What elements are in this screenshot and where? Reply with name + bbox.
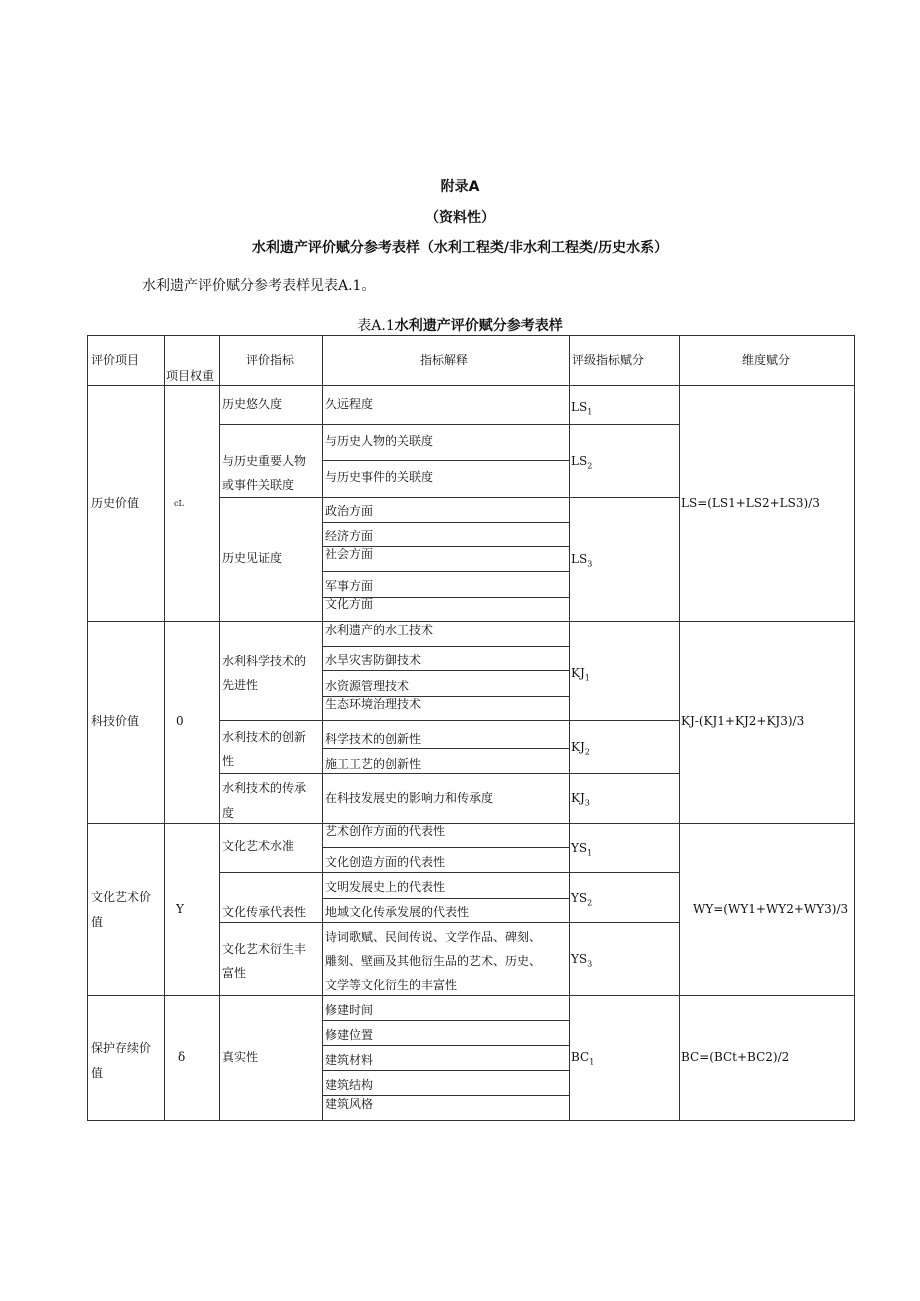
tech-score-2: $KJ_2$ (571, 740, 590, 757)
art-indicator-1: 文化艺术水准 (222, 839, 295, 853)
art-explanation-2a: 文明发展史上的代表性 (325, 880, 446, 894)
protect-formula: BC=(BCt+BC2)/2 (681, 1050, 790, 1064)
art-explanation-1b: 文化创造方面的代表性 (325, 855, 446, 869)
tech-indicator-3-line2: 度 (222, 806, 235, 820)
art-explanation-3b: 雕刻、壁画及其他衍生品的艺术、历史、 (325, 954, 542, 968)
tech-indicator-3-line1: 水利技术的传承 (222, 781, 307, 795)
appendix-title: 水利遗产评价赋分参考表样（水利工程类/非水利工程类/历史水系） (251, 240, 669, 256)
art-score-2: $YS_2$ (571, 891, 593, 908)
history-explanation-3d: 军事方面 (325, 579, 374, 593)
intro-paragraph: 水利遗产评价赋分参考表样见表A.1。 (142, 278, 376, 294)
art-item-line1: 文化艺术价 (91, 890, 152, 904)
table-caption-title: 水利遗产评价赋分参考表样 (394, 318, 563, 334)
tech-explanation-2a: 科学技术的创新性 (325, 732, 422, 746)
tech-indicator-2-line2: 性 (222, 754, 235, 768)
history-indicator-1: 历史悠久度 (222, 397, 283, 411)
header-dimension: 维度赋分 (742, 353, 791, 367)
tech-item: 科技价值 (91, 714, 140, 728)
header-explanation: 指标解释 (420, 353, 469, 367)
protect-weight: δ (178, 1050, 186, 1064)
art-indicator-3-line1: 文化艺术衍生丰 (222, 942, 307, 956)
tech-explanation-1d: 生态环境治理技术 (325, 697, 422, 711)
history-explanation-2b: 与历史事件的关联度 (325, 470, 434, 484)
tech-score-1: $KJ_1$ (571, 666, 590, 683)
tech-explanation-2b: 施工工艺的创新性 (325, 757, 422, 771)
art-explanation-3a: 诗词歌赋、民间传说、文学作品、碑刻、 (325, 930, 542, 944)
protect-explanation-1a: 修建时间 (325, 1003, 374, 1017)
art-score-1: $YS_1$ (571, 841, 593, 858)
tech-explanation-1b: 水旱灾害防御技术 (325, 653, 422, 667)
history-score-3: $LS_3$ (571, 552, 593, 569)
appendix-nature: （资料性） (425, 210, 495, 226)
protect-item-line2: 值 (91, 1066, 104, 1080)
history-formula: LS=(LS1+LS2+LS3)/3 (681, 496, 820, 510)
history-explanation-3c: 社会方面 (325, 547, 374, 561)
art-explanation-1a: 艺术创作方面的代表性 (325, 824, 446, 838)
art-item-line2: 值 (91, 915, 104, 929)
protect-indicator-1: 真实性 (222, 1050, 259, 1064)
table-caption-number: 表A.1 (357, 318, 395, 334)
protect-item-line1: 保护存续价 (91, 1041, 152, 1055)
tech-indicator-2-line1: 水利技术的创新 (222, 730, 307, 744)
art-formula: WY=(WY1+WY2+WY3)/3 (693, 902, 849, 916)
tech-weight: 0 (176, 714, 184, 728)
history-explanation-3a: 政治方面 (325, 504, 374, 518)
tech-score-3: $KJ_3$ (571, 791, 590, 808)
art-score-3: $YS_3$ (571, 952, 593, 969)
protect-explanation-1e: 建筑风格 (325, 1097, 374, 1111)
header-score: 评级指标赋分 (572, 353, 645, 367)
tech-explanation-1a: 水利遗产的水工技术 (325, 623, 434, 637)
history-item: 历史价值 (91, 496, 140, 510)
history-explanation-3b: 经济方面 (325, 529, 374, 543)
history-indicator-2-line2: 或事件关联度 (222, 478, 295, 492)
tech-indicator-1-line1: 水利科学技术的 (222, 654, 307, 668)
protect-explanation-1c: 建筑材料 (325, 1053, 374, 1067)
tech-indicator-1-line2: 先进性 (222, 678, 259, 692)
art-explanation-3c: 文学等文化衍生的丰富性 (325, 978, 458, 992)
art-weight: Y (176, 902, 184, 916)
art-indicator-3-line2: 富性 (222, 966, 247, 980)
tech-explanation-1c: 水资源管理技术 (325, 679, 410, 693)
protect-explanation-1d: 建筑结构 (325, 1078, 374, 1092)
header-weight: 项目权重 (166, 369, 215, 383)
history-score-1: $LS_1$ (571, 400, 593, 417)
history-indicator-2-line1: 与历史重要人物 (222, 454, 307, 468)
appendix-heading: 附录A (440, 179, 480, 195)
art-explanation-2b: 地域文化传承发展的代表性 (325, 905, 470, 919)
tech-explanation-3: 在科技发展史的影响力和传承度 (325, 791, 494, 805)
history-indicator-3: 历史见证度 (222, 551, 283, 565)
header-indicator: 评价指标 (246, 353, 295, 367)
history-explanation-2a: 与历史人物的关联度 (325, 434, 434, 448)
header-item: 评价项目 (91, 353, 140, 367)
history-score-2: $LS_2$ (571, 454, 593, 471)
history-explanation-3e: 文化方面 (325, 597, 374, 611)
protect-score-1: $BC_1$ (571, 1050, 595, 1067)
history-explanation-1: 久远程度 (325, 397, 374, 411)
protect-explanation-1b: 修建位置 (325, 1028, 374, 1042)
history-weight: cL (174, 499, 184, 508)
tech-formula: KJ-(KJ1+KJ2+KJ3)/3 (681, 714, 805, 728)
art-indicator-2: 文化传承代表性 (222, 905, 307, 919)
